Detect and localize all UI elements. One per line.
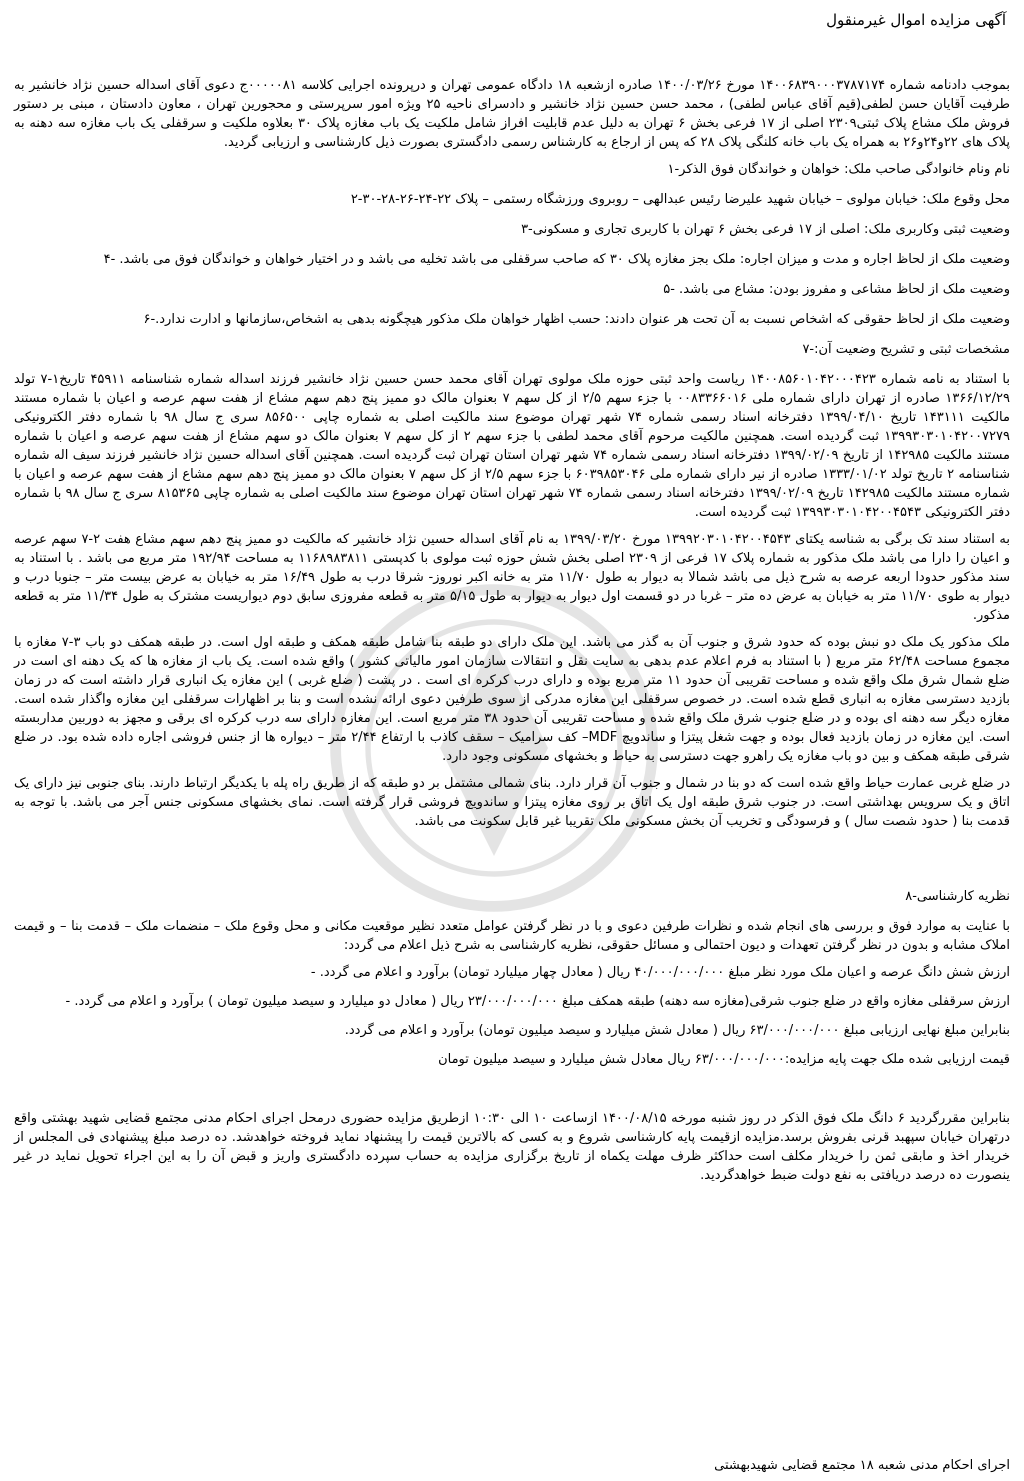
expert-intro: با عنایت به موارد فوق و بررسی های انجام شده و نظرات طرفین دعوی و با در نظر گرفتن عوامل متعدد نظیر موقعیت مکانی و محل وقوع ملک – منضمات ملک – قدمت بنا – و قیمت املاک مشابه و بدون در نظر گرفتن تعهدات و دیون احتمالی و مسائل حقوقی، نظریه کارشناسی به شرح ذیل اعلام می گردد:	[14, 919, 1010, 953]
item-owner: نام ونام خانوادگی صاحب ملک: خواهان و خواندگان فوق الذکر-۱	[667, 162, 1010, 177]
item-specs-heading: مشخصات ثبتی و تشریح وضعیت آن:-۷	[802, 342, 1010, 357]
issuer-signature: اجرای احکام مدنی شعبه ۱۸ مجتمع قضایی شهیدبهشتی	[714, 1458, 1010, 1473]
item-location: محل وقوع ملک: خیابان مولوی – خیابان شهید علیرضا رئیس عبدالهی – روبروی ورزشگاه رستمی – پلاک ۲۲-۲۴-۲۶-۲۸-۳۰-۲	[350, 192, 1010, 207]
item-legal-status: وضعیت ملک از لحاظ حقوقی که اشخاص نسبت به آن تحت هر عنوان دادند: حسب اظهار خواهان ملک مذکور هیچگونه بدهی به اشخاص،سازمانها و ادارت ندارد.-۶	[143, 312, 1010, 327]
section-7-4: در ضلع غربی عمارت حیاط واقع شده است که دو بنا در شمال و جنوب آن قرار دارد. بنای شمالی مشتمل بر دو طبقه که از طریق راه پله با یکدیگر ارتباط دارند. بنای جنوبی نیز دارای یک اتاق و یک سرویس بهداشتی است. در جنوب شرق طبقه اول یک اتاق بر روی مغازه پیتزا و ساندویچ فروشی قرار گرفته است. نمای بخشهای مسکونی جنس آجر می باشد. با توجه به قدمت بنا ( حدود شصت سال ) و فرسودگی و تخریب آن بخش مسکونی ملک تقریبا غیر قابل سکونت می باشد.	[14, 776, 1010, 829]
section-7-1: با استناد به نامه شماره ۱۴۰۰۸۵۶۰۱۰۴۲۰۰۰۴۲۳ ریاست واحد ثبتی حوزه ملک مولوی تهران آقای محمد حسن حسین نژاد خانشیر فرزند اسداله شماره شناسنامه ۴۵۹۱۱ تاریخ۱-۷ تولد ۱۳۶۶/۱۲/۲۹ صادره از تهران دارای شماره ملی ۰۰۸۳۳۶۶۰۱۶ با جزء سهم ۲/۵ از کل سهم ۷ بعنوان مالک دو ممیز پنج دهم سهم مشاع از هفت سهم عرصه و اعیان با شماره مستند مالکیت ۱۴۳۱۱۱ تاریخ ۱۳۹۹/۰۴/۱۰ دفترخانه اسناد رسمی شماره ۷۴ شهر تهران موضوع سند مالکیت اصلی به شماره چاپی ۸۵۶۵۰۰ سری ج سال ۹۸ با شماره دفتر الکترونیکی ۱۳۹۹۳۰۳۰۱۰۴۲۰۰۷۲۷۹ ثبت گردیده است. همچنین مالکیت مرحوم آقای محمد لطفی با جزء سهم ۲ از کل سهم ۷ بعنوان مالک دو سهم مشاع از هفت سهم عرصه و اعیان با شماره مستند مالکیت ۱۴۲۹۸۵ از تاریخ ۱۳۹۹/۰۲/۰۹ دفترخانه اسناد رسمی شماره ۷۴ شهر تهران استان تهران ثبت گردیده است. همچنین آقای اسداله حسین نژاد خانشیر فرزند سیف اله شماره شناسنامه ۲ تاریخ تولد ۱۳۳۳/۰۱/۰۲ صادره از نیر دارای شماره ملی ۶۰۳۹۸۵۳۰۴۶ با جزء سهم ۲/۵ از کل سهم ۷ بعنوان مالک دو ممیز پنج دهم سهم مشاع از هفت سهم عرصه و اعیان با شماره مستند مالکیت ۱۴۲۹۸۵ تاریخ ۱۳۹۹/۰۲/۰۹ دفترخانه اسناد رسمی شماره ۷۴ شهر تهران استان تهران موضوع سند مالکیت اصلی به شماره چاپی ۸۱۵۳۶۵ سری ج سال ۹۸ با شماره دفتر الکترونیکی ۱۳۹۹۳۰۳۰۱۰۴۲۰۰۴۵۴۳ ثبت گردیده است.	[14, 372, 1011, 520]
item-ownership-type: وضعیت ملک از لحاظ مشاعی و مفروز بودن: مشاع می باشد. -۵	[663, 282, 1010, 297]
valuation-base-price: قیمت ارزیابی شده ملک جهت پایه مزایده:۶۳/۰۰۰/۰۰۰/۰۰۰ ریال معادل شش میلیارد و سیصد میلیون تومان	[438, 1052, 1010, 1067]
item-lease: وضعیت ملک از لحاظ اجاره و مدت و میزان اجاره: ملک بجز مغازه پلاک ۳۰ که صاحب سرقفلی می باشد تخلیه می باشد و در اختیار خواهان و خواندگان فوق می باشد. -۴	[103, 252, 1010, 267]
page-title: آگهی مزایده اموال غیرمنقول	[826, 11, 1006, 29]
valuation-goodwill: ارزش سرقفلی مغازه واقع در ضلع جنوب شرقی(مغازه سه دهنه) طبقه همکف مبلغ ۲۳/۰۰۰/۰۰۰/۰۰۰ ریال ( معادل دو میلیارد و سیصد میلیون تومان ) برآورد و اعلام می گردد. -	[65, 994, 1010, 1009]
spacer	[14, 839, 1010, 887]
notice-page	[14, 8, 1010, 1481]
intro-paragraph: بموجب دادنامه شماره ۱۴۰۰۶۸۳۹۰۰۰۳۷۸۷۱۷۴ مورخ ۱۴۰۰/۰۳/۲۶ صادره ازشعبه ۱۸ دادگاه عمومی تهران و درپرونده اجرایی کلاسه ۰۰۰۰۰۸۱ج دعوی آقای اسداله حسین نژاد خانشیر به طرفیت آقایان حسن لطفی(قیم آقای عباس لطفی) ، محمد حسن حسین نژاد خانشیر و دادسرای ناحیه ۲۵ ویژه امور سرپرستی و محجورین تهران ، معاون دادستان ، مبنی بر دستور فروش ملک مشاع پلاک ثبتی۲۳۰۹ اصلی از ۱۷ فرعی بخش ۶ تهران به دلیل عدم قابلیت افراز شامل ملکیت یک باب مغازه پلاک ۳۰ بعلاوه ملکیت و سرقفلی یک باب مغازه سه دهنه به پلاک های ۲۲و۲۴و۲۶ به همراه یک باب خانه کلنگی پلاک ۲۸ که پس از ارجاع به کارشناس رسمی دادگستری بصورت ذیل کارشناسی و ارزیابی گردید.	[14, 78, 1011, 150]
expert-heading: نظریه کارشناسی-۸	[905, 889, 1010, 904]
section-7-3: ملک مذکور یک ملک دو نبش بوده که حدود شرق و جنوب آن به گذر می باشد. این ملک دارای دو طبقه بنا شامل طبقه همکف و طبقه اول است. در طبقه همکف دو باب ۳-۷ مغازه با مجموع مساحت ۶۲/۴۸ متر مربع ( با استناد به فرم اعلام عدم بدهی به سایت نقل و انتقالات سازمان امور مالیاتی کشور ) واقع شده است. یک باب از مغازه ها که یک دهنه ای است در ضلع شمال شرق ملک واقع شده و مساحت تقریبی آن حدود ۱۱ متر مربع بوده و دارای درب کرکره ای است . در پشت ( ضلع غربی ) این مغازه یک انباری قرار داشته است که در زمان بازدید دسترسی مغازه به انباری قطع شده است. در خصوص سرقفلی این مغازه مدرکی از سوی طرفین دعوی ارائه نشده است و بنا بر اظهارات سرقفلی این مغازه واگذار شده است. مغازه دیگر سه دهنه ای بوده و در ضلع جنوب شرق ملک واقع شده و مساحت تقریبی آن حدود ۳۸ متر مربع است. این مغازه دارای سه درب کرکره ای برقی و مجهز به دوربین مداربسته است. این مغازه در زمان بازدید فعال بوده و جهت شغل پیتزا و ساندویچ MDF– کف سرامیک – سقف کاذب با ارتفاع ۲/۴۴ متر – دیواره ها از جنس فروشی اجاره داده شده بود. در ضلع شرقی طبقه همکف و بین دو باب مغازه یک راهرو جهت دسترسی به حیاط و بخشهای مسکونی وجود دارد.	[14, 635, 1011, 764]
valuation-total: بنابراین مبلغ نهایی ارزیابی مبلغ ۶۳/۰۰۰/۰۰۰/۰۰۰ ریال ( معادل شش میلیارد و سیصد میلیون تومان) برآورد و اعلام می گردد.	[344, 1023, 1010, 1038]
auction-paragraph: بنابراین مقررگردید ۶ دانگ ملک فوق الذکر در روز شنبه مورخه ۱۴۰۰/۰۸/۱۵ ازساعت ۱۰ الی ۱۰:۳۰ ازطریق مزایده حضوری درمحل اجرای احکام مدنی مجتمع قضایی شهید بهشتی واقع درتهران خیابان سپهبد قرنی بفروش برسد.مزایده ازقیمت پایه کارشناسی شروع و به کسی که بالاترین قیمت را پیشنهاد نماید فروخته خواهدشد. ده درصد مبلغ پیشنهادی فی المجلس از خریدار اخذ و مابقی ثمن را خریدار مکلف است حداکثر ظرف مهلت یکماه از تاریخ برگزاری مزایده به حساب سپرده دادگستری واریز و قبض آن را به این اجراء تحویل نماید در غیر ینصورت ده درصد دریافتی به نفع دولت ضبط خواهدگردید.	[14, 1111, 1010, 1183]
spacer	[14, 1079, 1010, 1109]
item-registration: وضعیت ثبتی وکاربری ملک: اصلی از ۱۷ فرعی بخش ۶ تهران با کاربری تجاری و مسکونی-۳	[521, 222, 1010, 237]
section-7-2: به استناد سند تک برگی به شناسه یکتای ۱۳۹۹۲۰۳۰۱۰۴۲۰۰۴۵۴۳ مورخ ۱۳۹۹/۰۳/۲۰ به نام آقای اسداله حسین نژاد خانشیر که مالکیت دو ممیز پنج دهم سهم مشاع هفت ۲-۷ سهم عرصه و اعیان را دارا می باشد ملک مذکور به شماره پلاک ۱۷ فرعی از ۲۳۰۹ اصلی بخش شش حوزه ثبت مولوی با کدپستی ۱۱۶۸۹۸۳۸۱۱ به مساحت ۱۹۲/۹۴ متر مربع می باشد . با استناد به سند مذکور حدودا اربعه عرصه به شرح ذیل می باشد شمالا به دیوار به طول ۱۱/۷۰ متر به خانه اکبر نوروز- شرقا درب به طول ۱۶/۴۹ متر به خیابان به عرض بیست متر – جنوبا درب و دیوار به طوی ۱۱/۷۰ متر به خیابان به عرض ده متر – غربا در دو قسمت اول دیوار به دیوار به طول ۵/۱۵ متر به قطعه مفروزی سابق دوم دیواریست مشترک به طول ۱۱/۳۴ متر به قطعه مذکور.	[14, 532, 1011, 623]
valuation-land: ارزش شش دانگ عرصه و اعیان ملک مورد نظر مبلغ ۴۰/۰۰۰/۰۰۰/۰۰۰ ریال ( معادل چهار میلیارد تومان) برآورد و اعلام می گردد. -	[310, 965, 1010, 980]
